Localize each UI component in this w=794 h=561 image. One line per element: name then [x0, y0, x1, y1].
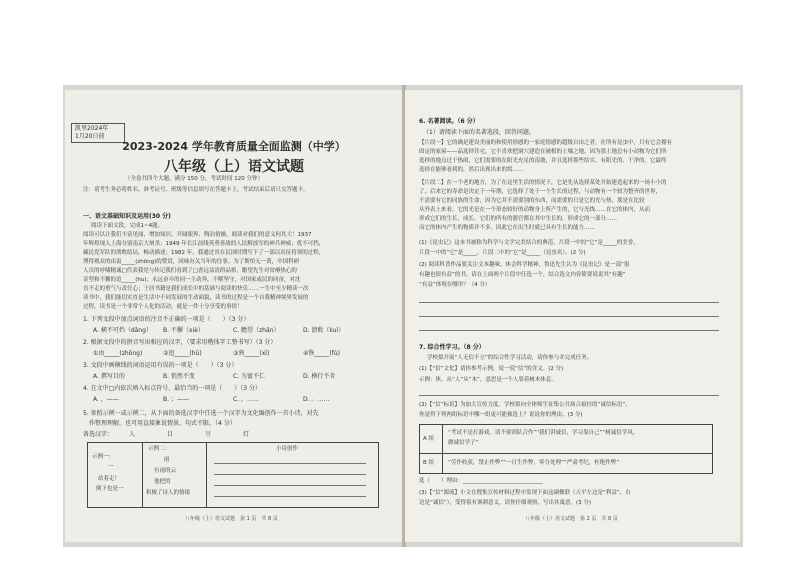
page-footer: 八年级（上）语文试题 第 2 页 共 8 页 [525, 516, 618, 522]
example-1-line: 站着走！ [98, 476, 121, 482]
passage-line: 人员的呼啸精诚□代表我党与传记我们看到了□香远益清的品格，瞻望先生对贫瘠热心的 [83, 268, 297, 274]
question-7-2: (2)【“信”标语】为加大宣传力度，学校拟向全体师生征集公共场合悬挂的“诚信标语”， [419, 402, 631, 408]
candidates-label: 备选汉字： [83, 431, 114, 438]
candidate-char: 豆 [205, 431, 212, 438]
question-7-3: (3)【“信”源流】小文在搜集宣传材料过程中发现下面这副楹联（天平左边是“利益”，右 [419, 490, 631, 496]
option: A. 撰写目的 [93, 373, 125, 380]
question-6-2: (2) 阅读科普作品要关注文本趣味，体会科学精神，鲁迅先生认为《昆虫记》是一部“很 [419, 262, 630, 268]
poem-blank-line[interactable] [214, 485, 366, 486]
option: ②追_____(hū) [163, 350, 202, 357]
instruction: 阅读下面文段，完成1~4题。 [91, 223, 164, 229]
poem-blank-line[interactable] [214, 474, 366, 475]
answer-line[interactable] [419, 395, 719, 396]
fragment-2-line: 而它的体内产生的物质并不多，因此它在出生时就已具有生长的能力…… [419, 225, 596, 231]
fragment-2-line: 【片段二】在一个老的地方，为了在这里生活的情况下，它是先从选择某处开始建造起来的一场小小的 [419, 180, 667, 186]
question-4: 4. 在文中□内依次填入标点符号，最恰当的一项是（ ）（3 分） [83, 385, 262, 392]
example-2-line: 雨 [164, 457, 170, 463]
group-a-label: A 组 [423, 436, 435, 442]
question-7-3-cont: 边是“诚信”），受得很有讽刺意义，请你仔细观察，写出其寓意。(3 分) [419, 500, 591, 506]
exam-info: （全卷共四个大题，满分 150 分，考试时间 120 分钟） [125, 176, 263, 182]
exam-year-title: 2023-2024 学年教育质量全面监测（中学） [122, 140, 346, 153]
fragment-1-line: 固定的家屋——品选择住宅，它不喜欢把洞穴建造在被植的土壤之地，因为那土地总有小动物为它们所 [419, 149, 667, 155]
question-7-1: (1)【“信”文化】请你参考示例，说一说“信”的含义。(2 分) [419, 366, 564, 372]
fragment-1-line: 选择在能够看到的，然后出现出来的窝…… [419, 167, 524, 173]
slogan-table [419, 424, 713, 474]
poem-blank-line[interactable] [214, 496, 366, 497]
option: B. ；—— [163, 396, 189, 403]
example-1-line: 示例一： [92, 454, 115, 460]
question-6-2-cont: 有趣也很有益”的书，请在上面两个片段中任选一个，结合选文内容简要说说其“有趣” [419, 272, 626, 278]
fragment-1-line: 【片段一】它的确是建设美丽的和使用情感的一家庭情感的超级自由之者，在所有昆虫中，只有它会拥有 [419, 140, 673, 146]
question-7-2-cont: 你觉得下列两组标语中哪一组更可能被选上？说说你的理由。(3 分) [419, 412, 583, 418]
section-title: 一、语文基础知识及运用(30 分) [83, 213, 171, 220]
passage-line: 过程，读书是一个非常个人化的活动，就是一件十分享受的事情！ [83, 304, 243, 310]
example-2-line: 示例二： [148, 446, 171, 452]
option: C. ，…… [233, 396, 260, 403]
example-1-line: 倒下也是一 [96, 486, 124, 492]
question-6-2-cont: “有益”体现在哪里？（4 分） [419, 282, 491, 288]
group-b-slogan: “劳作收获，禁止作弊”“一日生作弊，零分处理”“严肃考纪，杜绝作弊” [448, 460, 620, 466]
fragment-2-line: 不需要有它的同族的生命，因为它并不需要别的东西，而需要的只是它的光与热，那是在比较 [419, 198, 645, 204]
group-a-slogan: “考试不是打游戏，请不要团队合作”“我们讲诚信，学习靠自己”“树诚信学风， [448, 430, 639, 436]
candidate-char: 目 [167, 431, 174, 438]
fragment-2-line: 形成它们的生长、成长，它们的所有的器官都在其中生长的，形成它的一部分…… [419, 216, 618, 222]
example-2-line: 有雨的云 [154, 468, 177, 474]
fragment-1-line: 选择的地点过于热闹，它们需要的在阳光充足的南坡，并且选择那些结实、有阳光的、干净的。它最终 [419, 158, 667, 164]
option: C. 为富不仁 [233, 373, 266, 380]
passage-line: 博得观众的由衷_____(zhōng)的赞赏，回味有关当年的往事。为了斯怕无一黄，中国科研 [83, 259, 300, 265]
passage-line: 阅读可以让我们丰富见闻、增加知识、开阔眼界、陶冶情操，阅读对我们的意义何其大！1937 [83, 232, 312, 238]
poem-table [87, 442, 379, 508]
candidate-char: 人 [129, 431, 136, 438]
page-footer: 八年级（上）语文试题 第 1 页 共 8 页 [185, 516, 278, 522]
question-6-1: (1)《昆虫记》这本书被称为科学与文学完美结合的典范，片段一中的“它”是_____的美誉， [419, 240, 639, 246]
option: D. 。…… [303, 396, 330, 403]
passage-line: 直不走的勇气与责任心；于居书籍是我们成长中的基础与阅读的快乐……一生中至少精读一次 [83, 286, 309, 292]
option: ①由_____(zhōng) [93, 350, 143, 357]
stamp-line: 1月20日前 [75, 133, 105, 140]
answer-line[interactable] [419, 302, 719, 303]
passage-line: 奇型和不懈的追_____(hu)；永远奋斗的同一主动奔，不解坚守，对国家或民的同奋，对沈 [83, 277, 301, 283]
choice-line[interactable]: 选（ ）理由：_____________________________ [419, 478, 543, 484]
option: ④恢_____(fù) [303, 350, 340, 357]
example-1-line: 一 [108, 464, 114, 470]
option: A. 横不可挡（dǎng） [93, 327, 152, 334]
poem-label: 小诗创作 [276, 446, 299, 452]
question-7-intro: 学校拟开展“人无信不立”的综合性学习活动，请你参与并完成任务。 [427, 355, 593, 361]
answer-line[interactable] [419, 330, 719, 331]
option: D. 横行不肯 [303, 373, 336, 380]
question-6: 6. 名著阅读。（6 分） [419, 118, 479, 125]
option: B. 悄然不变 [163, 373, 195, 380]
option: B. 不懈（xiè） [163, 327, 204, 334]
option: C. 瞻望（zhān） [233, 327, 280, 334]
poem-blank-line[interactable] [214, 463, 366, 464]
group-b-label: B 组 [423, 460, 435, 466]
option: D. 溃败（kuì） [303, 327, 345, 334]
question-3: 3. 文段中画横线的词语运用有误的一项是（ ）（3 分） [83, 362, 238, 369]
fragment-2-line: 从外表上来看，它的光是在一个形态较好的动物身上所产生的，它与光线……在它的体内，从而 [419, 207, 651, 213]
exam-main-title: 八年级（上）语文试题 [164, 159, 304, 175]
stamp-line: 凯里2024年 [75, 125, 109, 132]
question-6-sub: （1）请阅读下面的名著选段，回答问题。 [423, 129, 535, 136]
fragment-2-line: 了，后来它的寿命是决定于一年期，它选择了处于一个生长的过程，与动物有一个较为整齐的世界， [419, 189, 662, 195]
option: ③熟_____(xī) [233, 350, 270, 357]
question-2: 2. 根据文段中的拼音写出相应的汉字，（要求用楷体字工整书写）（3 分） [83, 339, 277, 346]
exam-notice: 注：请考生务必将姓名、准考证号、班级等信息填写在答题卡上，考试结束后请只交答题卡。 [83, 187, 309, 193]
question-6-1-cont: 片段一中的“它”是_____，片段二中的“它”是_____（昆虫名）。(2 分) [419, 250, 586, 256]
question-5-cont: 作整理理解，也可用直接象说情景，句式不限。（4 分） [83, 420, 236, 427]
group-a-slogan: 做诚信学子” [448, 440, 479, 446]
example-2-line: 积极了诗人的情绪 [146, 490, 191, 496]
question-5: 5. 参照示例一或示例二，从下面的备选汉字中任选一个汉字为文化编创作一首小诗，对先 [83, 410, 319, 417]
passage-line: 藏民党军队的溃败结局，畅动描述；1982 年，我通过其在民国时期写下了一部以出征将领的过程， [83, 250, 325, 256]
passage-line: 读书中，我们能切实直是生活中不同发展的生动面貌，读书的过程是一个自我精神境界发展的 [83, 295, 309, 301]
passage-line: 年辉煌现入上海分别南京大屠杀；1949 年长江前线英勇善战的人民解放军的神兵神威；优不可挡， [83, 241, 325, 247]
question-1: 1. 下列文段中加点词语的注音不正确的一项是（ ）（3 分） [83, 316, 250, 323]
candidate-char: 灯 [243, 431, 250, 438]
example-2-line: 他把的 [154, 479, 171, 485]
exam-page-2 [405, 90, 740, 542]
option: A. ，—— [93, 396, 119, 403]
question-7-1-example: 示例：休，从“人”从“木”，意思是一个人靠着树木休息。 [419, 377, 557, 383]
scanned-photo [63, 85, 743, 547]
question-7: 7. 综合性学习。（8 分） [419, 344, 485, 351]
exam-page-1 [65, 90, 403, 542]
answer-line[interactable] [419, 316, 719, 317]
